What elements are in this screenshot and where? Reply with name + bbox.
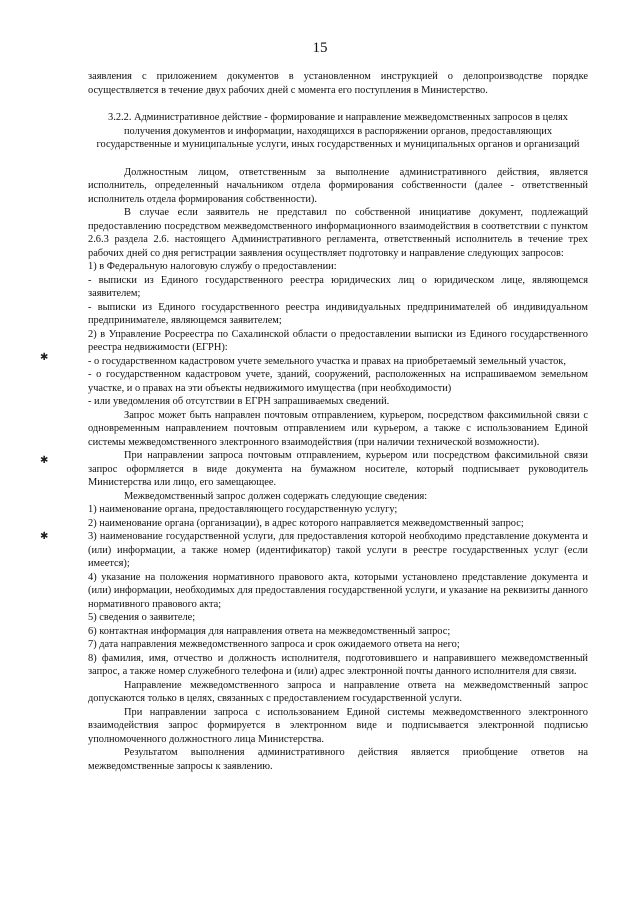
- paragraph: Запрос может быть направлен почтовым отправлением, курьером, посредством факсимильной связи с одновременным направлением почтовым отправлением или курьером, а также с использованием Единой системы межведомственного электронного взаимодействия (при наличии технической возможности).: [88, 409, 588, 448]
- list-item: 2) наименование органа (организации), в адрес которого направляется межведомственный запрос;: [88, 517, 524, 529]
- margin-mark: ✱: [40, 531, 49, 542]
- margin-mark: ✱: [40, 455, 49, 466]
- list-item: 7) дата направления межведомственного запроса и срок ожидаемого ответа на него;: [88, 639, 460, 650]
- document-body: [88, 70, 588, 773]
- list-item: 8) фамилия, имя, отчество и должность исполнителя, подготовившего и направившего межведомственный запрос, а также номер служебного телефона и (или) адрес электронной почты данного исполнителя для связи.: [88, 652, 588, 677]
- list-item: 1) наименование органа, предоставляющего государственную услугу;: [88, 504, 398, 515]
- list-item: 6) контактная информация для направления ответа на межведомственный запрос;: [88, 625, 451, 637]
- paragraph: Результатом выполнения административного действия является приобщение ответов на межведомственные запросы к заявлению.: [88, 747, 588, 772]
- paragraph: Направление межведомственного запроса и направление ответа на межведомственный запрос допускаются только в целях, связанных с предоставлением государственной услуги.: [88, 679, 588, 704]
- paragraph: Межведомственный запрос должен содержать следующие сведения:: [124, 490, 428, 502]
- list-item: 5) сведения о заявителе;: [88, 612, 196, 623]
- list-item: - о государственном кадастровом учете земельного участка и правах на приобретаемый земельный участок,: [88, 355, 566, 367]
- list-item: 2) в Управление Росреестра по Сахалинской области о предоставлении выписки из Единого государственного реестра недвижимости (ЕГРН):: [88, 328, 588, 353]
- paragraph: Должностным лицом, ответственным за выполнение административного действия, является исполнитель, определенный начальником отдела формирования собственности (далее - ответственный исполнитель отдела формирования собственности).: [88, 166, 588, 205]
- list-item: - о государственном кадастровом учете, зданий, сооружений, расположенных на испрашиваемом земельном участке, и о правах на эти объекты недвижимого имущества (при необходимости): [88, 369, 588, 394]
- page-number: 15: [312, 40, 328, 56]
- list-item: 1) в Федеральную налоговую службу о предоставлении:: [88, 261, 337, 272]
- paragraph: заявления с приложением документов в установленном инструкцией о делопроизводстве порядке осуществляется в течение двух рабочих дней с момента его поступления в Министерство.: [88, 71, 588, 96]
- margin-mark: ✱: [40, 352, 49, 363]
- list-item: 4) указание на положения нормативного правового акта, которыми установлено представление документа и (или) информации, необходимых для предоставления государственной услуги, и указание на реквизиты данного нормативного правового акта;: [88, 571, 588, 610]
- list-item: - или уведомления об отсутствии в ЕГРН запрашиваемых сведений.: [88, 396, 390, 407]
- paragraph: В случае если заявитель не представил по собственной инициативе документ, подлежащий предоставлению посредством межведомственного информационного взаимодействия в соответствии с пунктом 2.6.3 раздела 2.6. настоящего Административного регламента, ответственный исполнитель в течение трех рабочих дней со дня регистрации заявления осуществляет подготовку и направление следующих запросов:: [88, 207, 588, 259]
- list-item: - выписки из Единого государственного реестра юридических лиц о юридическом лице, являющемся заявителем;: [88, 274, 588, 299]
- paragraph: При направлении запроса с использованием Единой системы межведомственного электронного взаимодействия запрос формируется в электронном виде и подписывается электронной подписью уполномоченного должностного лица Министерства.: [88, 706, 588, 745]
- list-item: 3) наименование государственной услуги, для предоставления которой необходимо представление документа и (или) информации, а также номер (идентификатор) такой услуги в реестре государственных услуг (если имеется);: [88, 531, 588, 569]
- section-heading: 3.2.2. Административное действие - формирование и направление межведомственных запросов в целях получения документов и информации, находящихся в распоряжении органов, предоставляющих государственные и муниципальные услуги, иных государственных и муниципальных органов и организаций: [96, 112, 580, 150]
- list-item: - выписки из Единого государственного реестра индивидуальных предпринимателей об индивидуальном предпринимателе, являющемся заявителем;: [88, 301, 588, 326]
- paragraph: При направлении запроса почтовым отправлением, курьером или посредством факсимильной связи запрос оформляется в виде документа на бумажном носителе, который подписывает руководитель Министерства или лицо, его замещающее.: [88, 450, 588, 488]
